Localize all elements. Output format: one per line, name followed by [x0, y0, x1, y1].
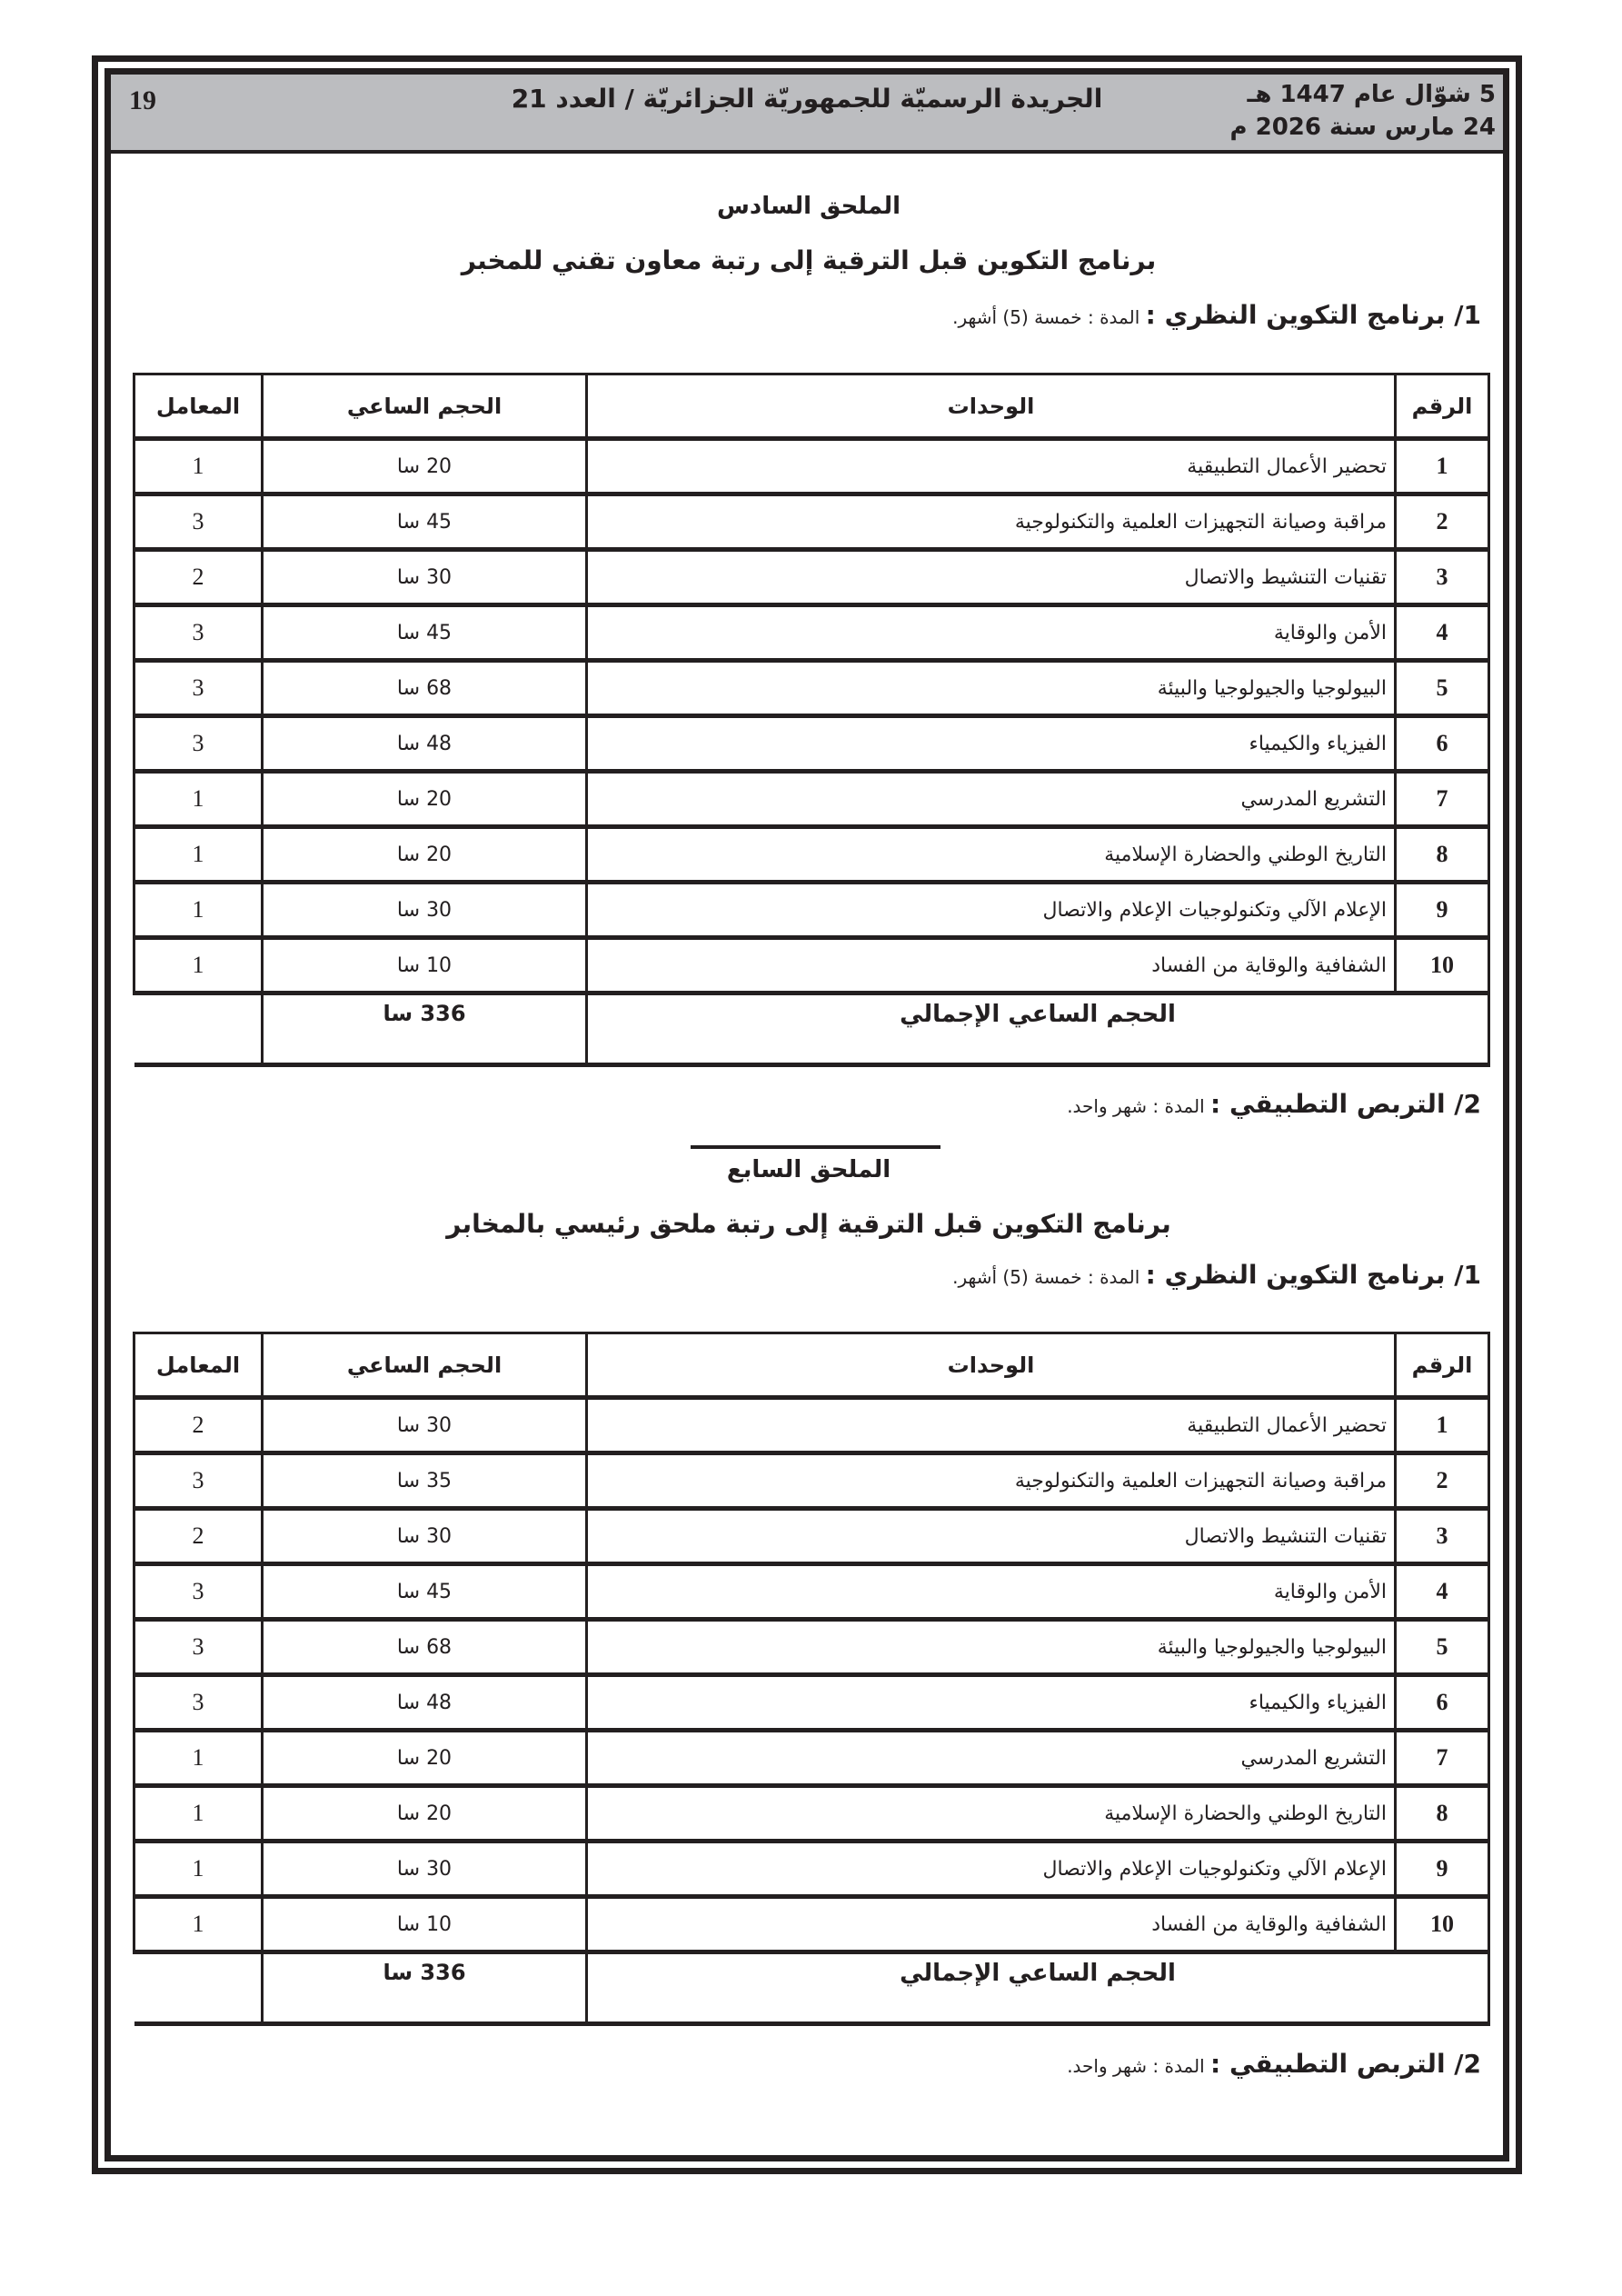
row-hours: 20 سا: [263, 827, 587, 883]
row-unit: تحضير الأعمال التطبيقية: [587, 1398, 1396, 1453]
row-unit: الأمن والوقاية: [587, 1564, 1396, 1620]
row-unit: تقنيات التنشيط والاتصال: [587, 550, 1396, 605]
row-hours: 30 سا: [263, 883, 587, 938]
row-hours: 48 سا: [263, 1675, 587, 1731]
row-hours: 68 سا: [263, 1620, 587, 1675]
row-number: 7: [1396, 1731, 1489, 1786]
annex-7-section-1: [952, 1260, 1481, 1290]
row-number: 9: [1396, 883, 1489, 938]
row-unit: الفيزياء والكيمياء: [587, 1675, 1396, 1731]
table-row: [134, 1786, 1489, 1842]
row-coefficient: 3: [134, 716, 263, 772]
annex-6-table: [133, 373, 1490, 1067]
row-coefficient: 3: [134, 494, 263, 550]
section-1-label: 1/ برنامج التكوين النظري :: [1145, 300, 1481, 330]
table-row: [134, 883, 1489, 938]
annex-6-title: الملحق السادس: [716, 193, 901, 220]
col-number: الرقم: [1396, 1333, 1489, 1398]
row-hours: 35 سا: [263, 1453, 587, 1509]
row-number: 5: [1396, 661, 1489, 716]
annex-6-section-1: [952, 300, 1481, 330]
table-row: [134, 938, 1489, 993]
section-2-label: 2/ التربص التطبيقي :: [1210, 2049, 1481, 2079]
row-hours: 20 سا: [263, 1731, 587, 1786]
table-row: [134, 1731, 1489, 1786]
annex-6-program-title: برنامج التكوين قبل الترقية إلى رتبة معاون تقني للمخبر: [461, 245, 1157, 275]
row-coefficient: 1: [134, 938, 263, 993]
row-unit: مراقبة وصيانة التجهيزات العلمية والتكنولوجية: [587, 1453, 1396, 1509]
row-unit: التاريخ الوطني والحضارة الإسلامية: [587, 827, 1396, 883]
table-total-row: [134, 993, 1489, 1065]
total-label: الحجم الساعي الإجمالي: [587, 993, 1489, 1065]
row-coefficient: 1: [134, 883, 263, 938]
row-hours: 20 سا: [263, 439, 587, 494]
row-number: 2: [1396, 1453, 1489, 1509]
row-coefficient: 1: [134, 1897, 263, 1952]
total-label: الحجم الساعي الإجمالي: [587, 1952, 1489, 2024]
table-row: [134, 772, 1489, 827]
row-hours: 68 سا: [263, 661, 587, 716]
col-hours: الحجم الساعي: [263, 374, 587, 439]
row-number: 8: [1396, 827, 1489, 883]
table-row: [134, 550, 1489, 605]
row-coefficient: 3: [134, 605, 263, 661]
annex-7-program-title: برنامج التكوين قبل الترقية إلى رتبة ملحق رئيسي بالمخابر: [446, 1209, 1171, 1239]
row-coefficient: 3: [134, 1620, 263, 1675]
annex-7-title: الملحق السابع: [726, 1156, 891, 1183]
row-hours: 48 سا: [263, 716, 587, 772]
row-unit: الشفافية والوقاية من الفساد: [587, 938, 1396, 993]
row-hours: 30 سا: [263, 550, 587, 605]
total-hours: 336 سا: [263, 1952, 587, 2024]
table-row: [134, 605, 1489, 661]
row-number: 3: [1396, 550, 1489, 605]
row-hours: 45 سا: [263, 1564, 587, 1620]
row-hours: 45 سا: [263, 605, 587, 661]
section-1-label: 1/ برنامج التكوين النظري :: [1145, 1260, 1481, 1290]
section-1-duration: المدة : خمسة (5) أشهر.: [952, 306, 1146, 328]
row-hours: 10 سا: [263, 1897, 587, 1952]
row-hours: 20 سا: [263, 772, 587, 827]
row-number: 4: [1396, 1564, 1489, 1620]
table-row: [134, 827, 1489, 883]
table-total-row: [134, 1952, 1489, 2024]
row-number: 1: [1396, 439, 1489, 494]
total-blank-cell: [134, 993, 263, 1065]
row-number: 10: [1396, 1897, 1489, 1952]
row-unit: التشريع المدرسي: [587, 1731, 1396, 1786]
hijri-date: 5 شوّال عام 1447 هـ: [1247, 81, 1496, 108]
col-units: الوحدات: [587, 1333, 1396, 1398]
gazette-header: [111, 75, 1503, 154]
table-row: [134, 1564, 1489, 1620]
row-number: 4: [1396, 605, 1489, 661]
row-unit: تقنيات التنشيط والاتصال: [587, 1509, 1396, 1564]
row-unit: الإعلام الآلي وتكنولوجيات الإعلام والاتصال: [587, 1842, 1396, 1897]
section-2-duration: المدة : شهر واحد.: [1067, 1095, 1211, 1117]
section-divider: [691, 1145, 940, 1149]
row-number: 6: [1396, 716, 1489, 772]
row-number: 5: [1396, 1620, 1489, 1675]
row-number: 7: [1396, 772, 1489, 827]
row-hours: 30 سا: [263, 1398, 587, 1453]
row-unit: تحضير الأعمال التطبيقية: [587, 439, 1396, 494]
row-coefficient: 3: [134, 1675, 263, 1731]
row-coefficient: 1: [134, 1842, 263, 1897]
gregorian-date: 24 مارس سنة 2026 م: [1229, 114, 1496, 141]
page-number: 19: [129, 85, 156, 115]
row-coefficient: 1: [134, 439, 263, 494]
row-unit: الإعلام الآلي وتكنولوجيات الإعلام والاتصال: [587, 883, 1396, 938]
row-coefficient: 1: [134, 1786, 263, 1842]
table-header-row: [134, 374, 1489, 439]
row-number: 10: [1396, 938, 1489, 993]
col-units: الوحدات: [587, 374, 1396, 439]
row-hours: 30 سا: [263, 1842, 587, 1897]
table-header-row: [134, 1333, 1489, 1398]
total-hours: 336 سا: [263, 993, 587, 1065]
row-hours: 45 سا: [263, 494, 587, 550]
row-unit: التشريع المدرسي: [587, 772, 1396, 827]
row-coefficient: 1: [134, 827, 263, 883]
row-unit: مراقبة وصيانة التجهيزات العلمية والتكنولوجية: [587, 494, 1396, 550]
row-number: 8: [1396, 1786, 1489, 1842]
table-row: [134, 1675, 1489, 1731]
col-coefficient: المعامل: [134, 1333, 263, 1398]
col-coefficient: المعامل: [134, 374, 263, 439]
annex-7-section-2: [1067, 2049, 1481, 2079]
row-coefficient: 1: [134, 1731, 263, 1786]
row-unit: الفيزياء والكيمياء: [587, 716, 1396, 772]
row-hours: 30 سا: [263, 1509, 587, 1564]
total-blank-cell: [134, 1952, 263, 2024]
row-unit: الأمن والوقاية: [587, 605, 1396, 661]
row-hours: 10 سا: [263, 938, 587, 993]
row-coefficient: 2: [134, 1509, 263, 1564]
section-1-duration: المدة : خمسة (5) أشهر.: [952, 1266, 1146, 1288]
row-unit: التاريخ الوطني والحضارة الإسلامية: [587, 1786, 1396, 1842]
row-number: 6: [1396, 1675, 1489, 1731]
table-row: [134, 439, 1489, 494]
table-row: [134, 1453, 1489, 1509]
table-row: [134, 1509, 1489, 1564]
row-hours: 20 سا: [263, 1786, 587, 1842]
table-row: [134, 1620, 1489, 1675]
row-coefficient: 3: [134, 661, 263, 716]
row-coefficient: 1: [134, 772, 263, 827]
row-unit: الشفافية والوقاية من الفساد: [587, 1897, 1396, 1952]
row-coefficient: 3: [134, 1564, 263, 1620]
row-coefficient: 2: [134, 1398, 263, 1453]
row-unit: البيولوجيا والجيولوجيا والبيئة: [587, 1620, 1396, 1675]
annex-6-section-2: [1067, 1089, 1481, 1119]
col-number: الرقم: [1396, 374, 1489, 439]
row-coefficient: 2: [134, 550, 263, 605]
row-number: 1: [1396, 1398, 1489, 1453]
section-2-label: 2/ التربص التطبيقي :: [1210, 1089, 1481, 1119]
table-row: [134, 494, 1489, 550]
col-hours: الحجم الساعي: [263, 1333, 587, 1398]
row-number: 9: [1396, 1842, 1489, 1897]
table-row: [134, 716, 1489, 772]
table-row: [134, 1897, 1489, 1952]
gazette-title: الجريدة الرسميّة للجمهوريّة الجزائريّة / العدد 21: [511, 84, 1103, 114]
row-coefficient: 3: [134, 1453, 263, 1509]
row-unit: البيولوجيا والجيولوجيا والبيئة: [587, 661, 1396, 716]
row-number: 3: [1396, 1509, 1489, 1564]
table-row: [134, 1398, 1489, 1453]
table-row: [134, 1842, 1489, 1897]
annex-7-table: [133, 1332, 1490, 2026]
row-number: 2: [1396, 494, 1489, 550]
table-row: [134, 661, 1489, 716]
section-2-duration: المدة : شهر واحد.: [1067, 2055, 1211, 2077]
